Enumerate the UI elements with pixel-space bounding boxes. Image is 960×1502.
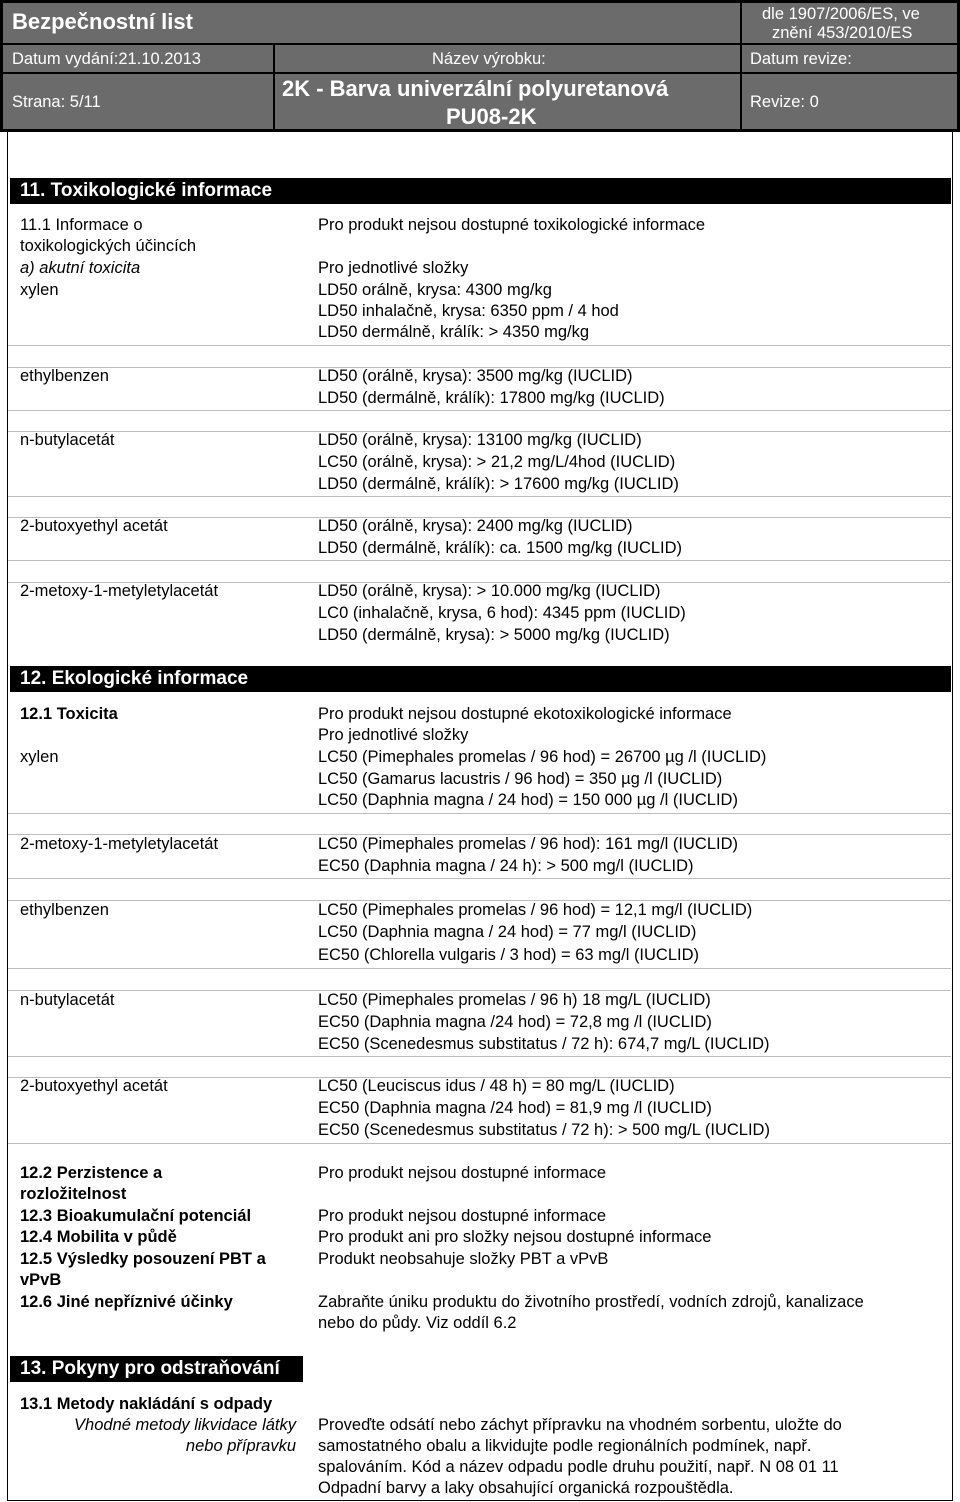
regulation-line-1: dle 1907/2006/ES, ve (762, 5, 920, 23)
s12-item-line: EC50 (Chlorella vulgaris / 3 hod) = 63 mg/l (IUCLID) (318, 946, 700, 964)
issue-date: Datum vydání:21.10.2013 (12, 50, 201, 68)
waste-methods-line: spalováním. Kód a název odpadu podle druhu použití, např. N 08 01 11 (318, 1458, 839, 1476)
s11-sub-label-2: toxikologických účincích (20, 237, 197, 255)
revision-date-label: Datum revize: (750, 50, 852, 68)
s12-item-name: xylen (20, 748, 59, 766)
acute-toxicity-label: a) akutní toxicita (20, 259, 141, 277)
s12-item-line: LC50 (Pimephales promelas / 96 hod) = 12,1 mg/l (IUCLID) (318, 901, 753, 919)
s12-item-line: LC50 (Pimephales promelas / 96 hod) = 26700 µg /l (IUCLID) (318, 748, 767, 766)
s12-item-name: 2-butoxyethyl acetát (20, 1077, 168, 1095)
bioaccumulation-label: 12.3 Bioakumulační potenciál (20, 1207, 252, 1225)
mobility-value: Pro produkt ani pro složky nejsou dostupné informace (318, 1228, 712, 1246)
s11-item-line: LC50 (orálně, krysa): > 21,2 mg/L/4hod (IUCLID) (318, 453, 676, 471)
toxicity-label: 12.1 Toxicita (20, 705, 118, 723)
row-divider (8, 968, 951, 969)
s11-item-line: LD50 (dermálně, králík): > 17600 mg/kg (IUCLID) (318, 475, 679, 493)
s11-per-component: Pro jednotlivé složky (318, 259, 469, 277)
other-effects-value: Zabraňte úniku produktu do životního prostředí, vodních zdrojů, kanalizace (318, 1293, 864, 1311)
row-divider (8, 345, 951, 346)
regulation-line-2: znění 453/2010/ES (772, 24, 913, 42)
s11-item-line: LD50 (orálně, krysa): 2400 mg/kg (IUCLID) (318, 517, 633, 535)
s11-sub-label-1: 11.1 Informace o (20, 216, 143, 234)
s12-no-info: Pro produkt nejsou dostupné ekotoxikologické informace (318, 705, 732, 723)
waste-methods-line: samostatného obalu a likvidujte podle regionálních podmínek, např. (318, 1437, 812, 1455)
s11-item-line: LD50 (dermálně, králík): 17800 mg/kg (IUCLID) (318, 389, 665, 407)
pbt-label: 12.5 Výsledky posouzení PBT a (20, 1250, 266, 1268)
s11-item-line: LD50 (dermálně, krysa): > 5000 mg/kg (IUCLID) (318, 626, 670, 644)
section-12-heading: 12. Ekologické informace (10, 666, 951, 692)
waste-methods-line: Odpadní barvy a laky obsahující organická rozpouštědla. (318, 1479, 734, 1497)
s12-item-line: EC50 (Daphnia magna / 24 h): > 500 mg/l (IUCLID) (318, 857, 694, 875)
row-divider (8, 1056, 951, 1057)
s12-item-line: EC50 (Scenedesmus substitatus / 72 h): 674,7 mg/L (IUCLID) (318, 1035, 770, 1053)
s11-item-line: LC0 (inhalačně, krysa, 6 hod): 4345 ppm (IUCLID) (318, 604, 686, 622)
product-name-label: Název výrobku: (432, 50, 546, 68)
row-divider (8, 560, 951, 561)
document-title: Bezpečnostní list (12, 9, 193, 34)
row-divider (8, 496, 951, 497)
s12-item-line: EC50 (Daphnia magna /24 hod) = 81,9 mg /l (IUCLID) (318, 1099, 712, 1117)
s12-item-line: LC50 (Pimephales promelas / 96 hod): 161 mg/l (IUCLID) (318, 835, 739, 853)
s12-item-line: LC50 (Gamarus lacustris / 96 hod) = 350 µg /l (IUCLID) (318, 770, 723, 788)
s12-item-line: LC50 (Daphnia magna / 24 hod) = 150 000 µg /l (IUCLID) (318, 791, 738, 809)
row-divider (8, 410, 951, 411)
other-effects-value-cont: nebo do půdy. Viz oddíl 6.2 (318, 1314, 517, 1332)
s11-item-line: LD50 (orálně, krysa): > 10.000 mg/kg (IUCLID) (318, 582, 661, 600)
product-name-line-1: 2K - Barva univerzální polyuretanová (282, 76, 669, 101)
s12-per-component: Pro jednotlivé složky (318, 726, 469, 744)
s11-item-line: LD50 inhalačně, krysa: 6350 ppm / 4 hod (318, 302, 619, 320)
waste-methods-label: 13.1 Metody nakládání s odpady (20, 1395, 273, 1413)
s12-item-line: LC50 (Pimephales promelas / 96 h) 18 mg/L (IUCLID) (318, 991, 711, 1009)
pbt-value: Produkt neobsahuje složky PBT a vPvB (318, 1250, 609, 1268)
row-divider (8, 813, 951, 814)
s11-item-line: LD50 dermálně, králík: > 4350 mg/kg (318, 323, 590, 341)
s11-item-line: LD50 orálně, krysa: 4300 mg/kg (318, 281, 552, 299)
s11-item-line: LD50 (orálně, krysa): 13100 mg/kg (IUCLID) (318, 431, 642, 449)
section-13-heading: 13. Pokyny pro odstraňování (10, 1356, 303, 1382)
persistence-value: Pro produkt nejsou dostupné informace (318, 1164, 607, 1182)
s12-item-line: LC50 (Daphnia magna / 24 hod) = 77 mg/l (IUCLID) (318, 923, 697, 941)
s11-item-name: n-butylacetát (20, 431, 115, 449)
s11-item-name: ethylbenzen (20, 367, 109, 385)
other-effects-label: 12.6 Jiné nepříznivé účinky (20, 1293, 233, 1311)
pbt-label-cont: vPvB (20, 1271, 62, 1289)
s11-item-line: LD50 (orálně, krysa): 3500 mg/kg (IUCLID) (318, 367, 633, 385)
s12-item-line: EC50 (Scenedesmus substitatus / 72 h): > 500 mg/L (IUCLID) (318, 1121, 770, 1139)
s12-item-name: 2-metoxy-1-metyletylacetát (20, 835, 219, 853)
row-divider (8, 1143, 951, 1144)
revision-number: Revize: 0 (750, 93, 819, 111)
persistence-label-cont: rozložitelnost (20, 1185, 127, 1203)
s11-item-name: 2-butoxyethyl acetát (20, 517, 168, 535)
row-divider (8, 878, 951, 879)
waste-methods-sub-1: Vhodné metody likvidace látky (74, 1416, 296, 1434)
product-name-line-2: PU08-2K (446, 104, 537, 129)
waste-methods-line: Proveďte odsátí nebo záchyt přípravku na vhodném sorbentu, uložte do (318, 1416, 842, 1434)
s11-item-name: 2-metoxy-1-metyletylacetát (20, 582, 219, 600)
document-header (0, 0, 960, 132)
mobility-label: 12.4 Mobilita v půdě (20, 1228, 177, 1246)
s11-no-info: Pro produkt nejsou dostupné toxikologické informace (318, 216, 706, 234)
persistence-label: 12.2 Perzistence a (20, 1164, 163, 1182)
s11-item-name: xylen (20, 281, 59, 299)
s11-item-line: LD50 (dermálně, králík): ca. 1500 mg/kg (IUCLID) (318, 539, 683, 557)
s12-item-line: LC50 (Leuciscus idus / 48 h) = 80 mg/L (IUCLID) (318, 1077, 675, 1095)
bioaccumulation-value: Pro produkt nejsou dostupné informace (318, 1207, 607, 1225)
page-number: Strana: 5/11 (12, 93, 101, 111)
s12-item-line: EC50 (Daphnia magna /24 hod) = 72,8 mg /l (IUCLID) (318, 1013, 712, 1031)
s12-item-name: n-butylacetát (20, 991, 115, 1009)
s12-item-name: ethylbenzen (20, 901, 109, 919)
waste-methods-sub-2: nebo přípravku (185, 1437, 296, 1455)
section-11-heading: 11. Toxikologické informace (10, 178, 951, 204)
